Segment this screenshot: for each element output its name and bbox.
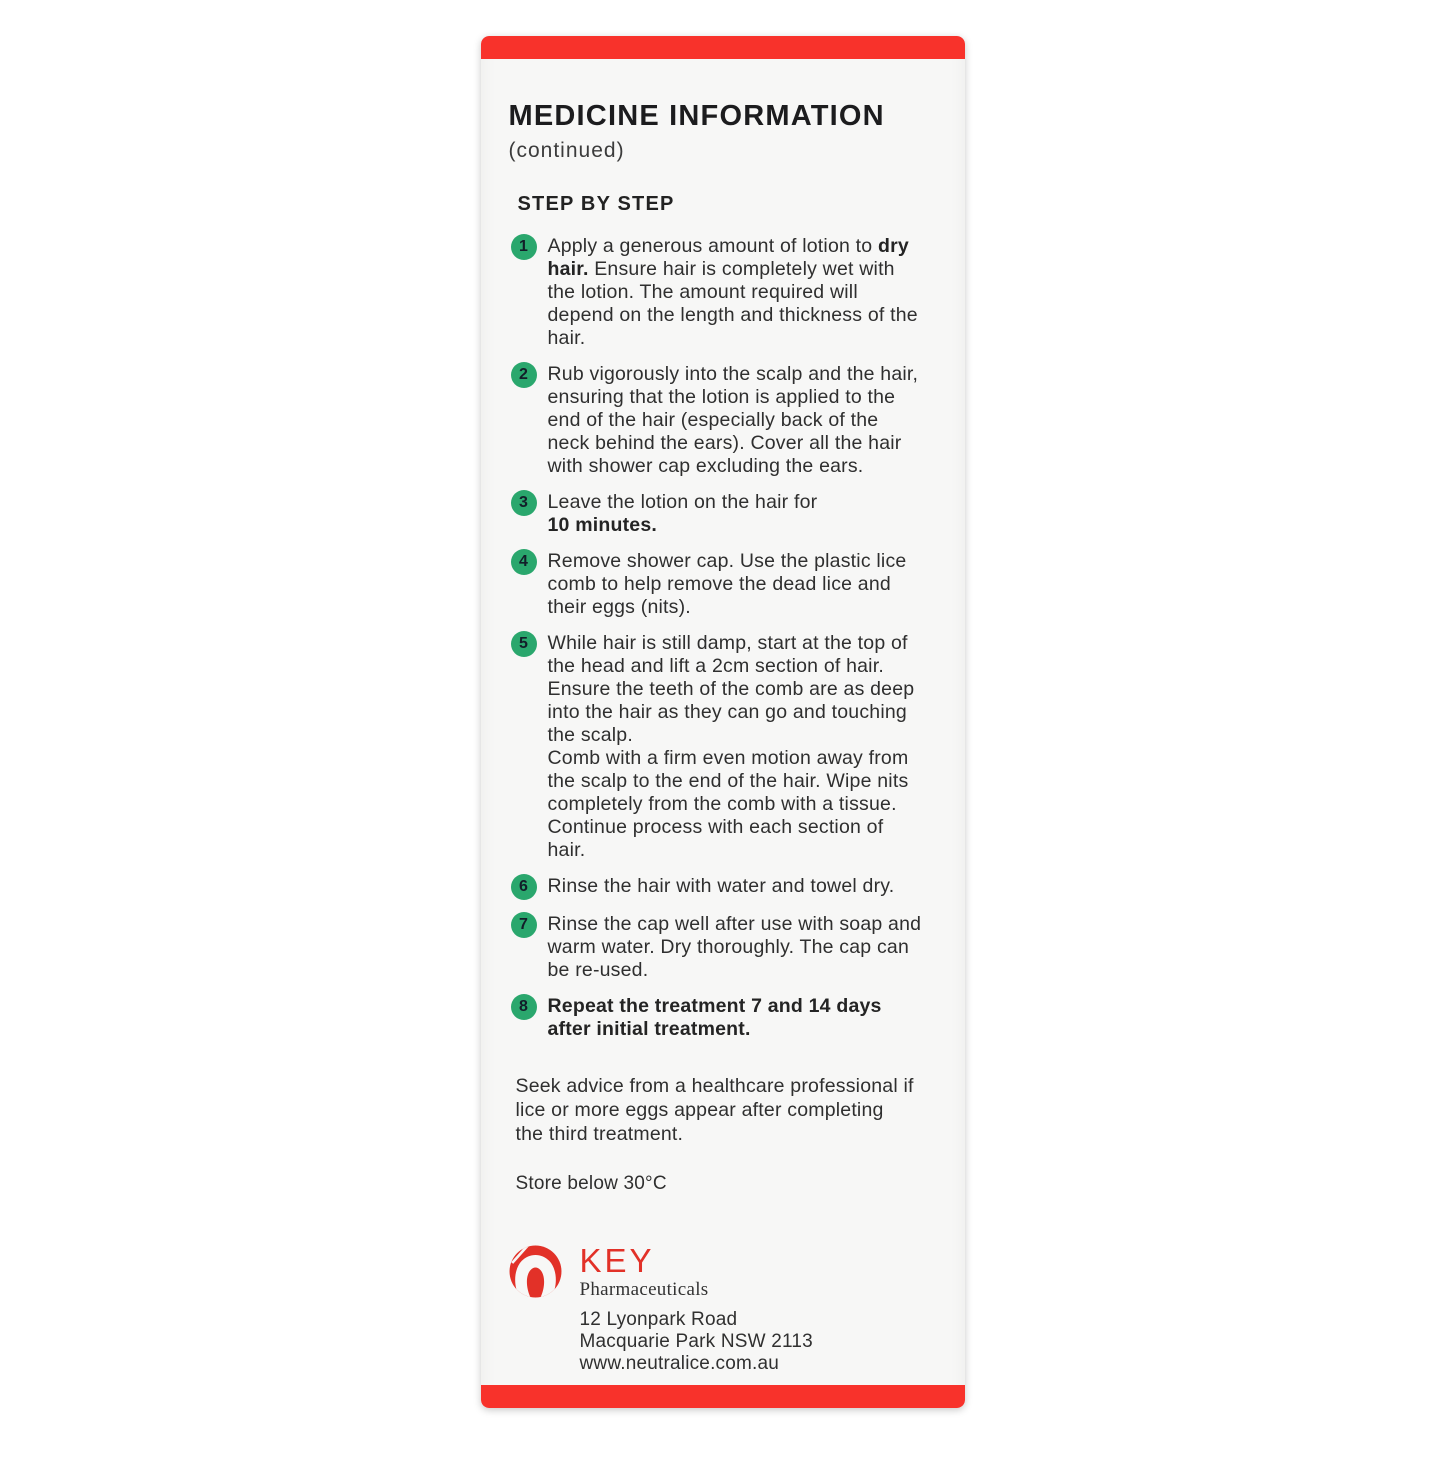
- page-subtitle: (continued): [508, 139, 625, 162]
- brand-division: Pharmaceuticals: [579, 1279, 709, 1300]
- step-text: [548, 235, 922, 350]
- step-number-badge: 2: [511, 362, 537, 388]
- step-number-badge: 4: [511, 549, 537, 575]
- step-number-badge: 6: [511, 874, 537, 900]
- step-number-badge: 8: [511, 994, 537, 1020]
- medicine-info-panel: [481, 36, 965, 1408]
- step-text: [548, 913, 922, 982]
- step-item: [511, 363, 939, 478]
- step-item: [511, 550, 939, 619]
- step-text-segment: While hair is still damp, start at the top of the head and lift a 2cm section of hair. Ensure the teeth of the comb are as deep into the hair as they can go and touching the scalp.: [547, 632, 915, 746]
- step-text-segment: dry hair.: [547, 235, 909, 280]
- step-number-badge: 5: [511, 631, 537, 657]
- address-line: Macquarie Park NSW 2113: [579, 1331, 813, 1352]
- storage-instruction: Store below 30°C: [515, 1173, 667, 1194]
- step-item: [511, 995, 939, 1041]
- step-text-segment: Leave the lotion on the hair for: [547, 491, 818, 513]
- top-red-bar: [481, 36, 965, 59]
- section-heading: STEP BY STEP: [517, 193, 675, 215]
- step-item: [511, 875, 939, 900]
- address-line: www.neutralice.com.au: [579, 1353, 780, 1374]
- step-text-segment: Rinse the cap well after use with soap and warm water. Dry thoroughly. The cap can be re-used.: [547, 913, 922, 981]
- brand-block: [509, 1244, 939, 1301]
- step-item: [511, 913, 939, 982]
- step-text: [548, 875, 922, 898]
- brand-name: KEY: [579, 1242, 655, 1279]
- step-number-badge: 7: [511, 912, 537, 938]
- step-text-segment: Comb with a firm even motion away from the scalp to the end of the hair. Wipe nits completely from the comb with a tissue. Continue process with each section of hair.: [547, 747, 909, 861]
- step-item: [511, 235, 939, 350]
- step-text-segment: 10 minutes.: [547, 514, 657, 536]
- step-text-segment: Rinse the hair with water and towel dry.: [547, 875, 895, 897]
- key-pharmaceuticals-logo-icon: [509, 1244, 562, 1299]
- brand-footer: [509, 1244, 939, 1375]
- step-number-badge: 3: [511, 490, 537, 516]
- step-text: [548, 363, 922, 478]
- step-text: [548, 491, 922, 537]
- bottom-red-bar: [481, 1385, 965, 1408]
- page-title: MEDICINE INFORMATION: [508, 100, 885, 132]
- address-line: 12 Lyonpark Road: [579, 1309, 738, 1330]
- step-text: [548, 550, 922, 619]
- brand-name-block: [580, 1244, 709, 1301]
- step-text-segment: Apply a generous amount of lotion to: [547, 235, 878, 257]
- step-text: [548, 995, 922, 1041]
- address-block: [580, 1309, 939, 1375]
- step-text: [548, 632, 922, 862]
- panel-content: [481, 36, 965, 1408]
- step-item: [511, 632, 939, 862]
- step-text-segment: Rub vigorously into the scalp and the hair, ensuring that the lotion is applied to the end of the hair (especially back of the neck behind the ears). Cover all the hair with shower cap excluding the ears.: [547, 363, 919, 477]
- step-number-badge: 1: [511, 234, 537, 260]
- step-text-segment: Ensure hair is completely wet with the lotion. The amount required will depend on the length and thickness of the hair.: [547, 258, 918, 349]
- step-item: [511, 491, 939, 537]
- step-list: [509, 235, 939, 1054]
- advice-text: Seek advice from a healthcare professional if lice or more eggs appear after completing the third treatment.: [515, 1075, 914, 1145]
- step-text-segment: Remove shower cap. Use the plastic lice comb to help remove the dead lice and their eggs (nits).: [547, 550, 907, 618]
- step-text-segment: Repeat the treatment 7 and 14 days after initial treatment.: [547, 995, 882, 1040]
